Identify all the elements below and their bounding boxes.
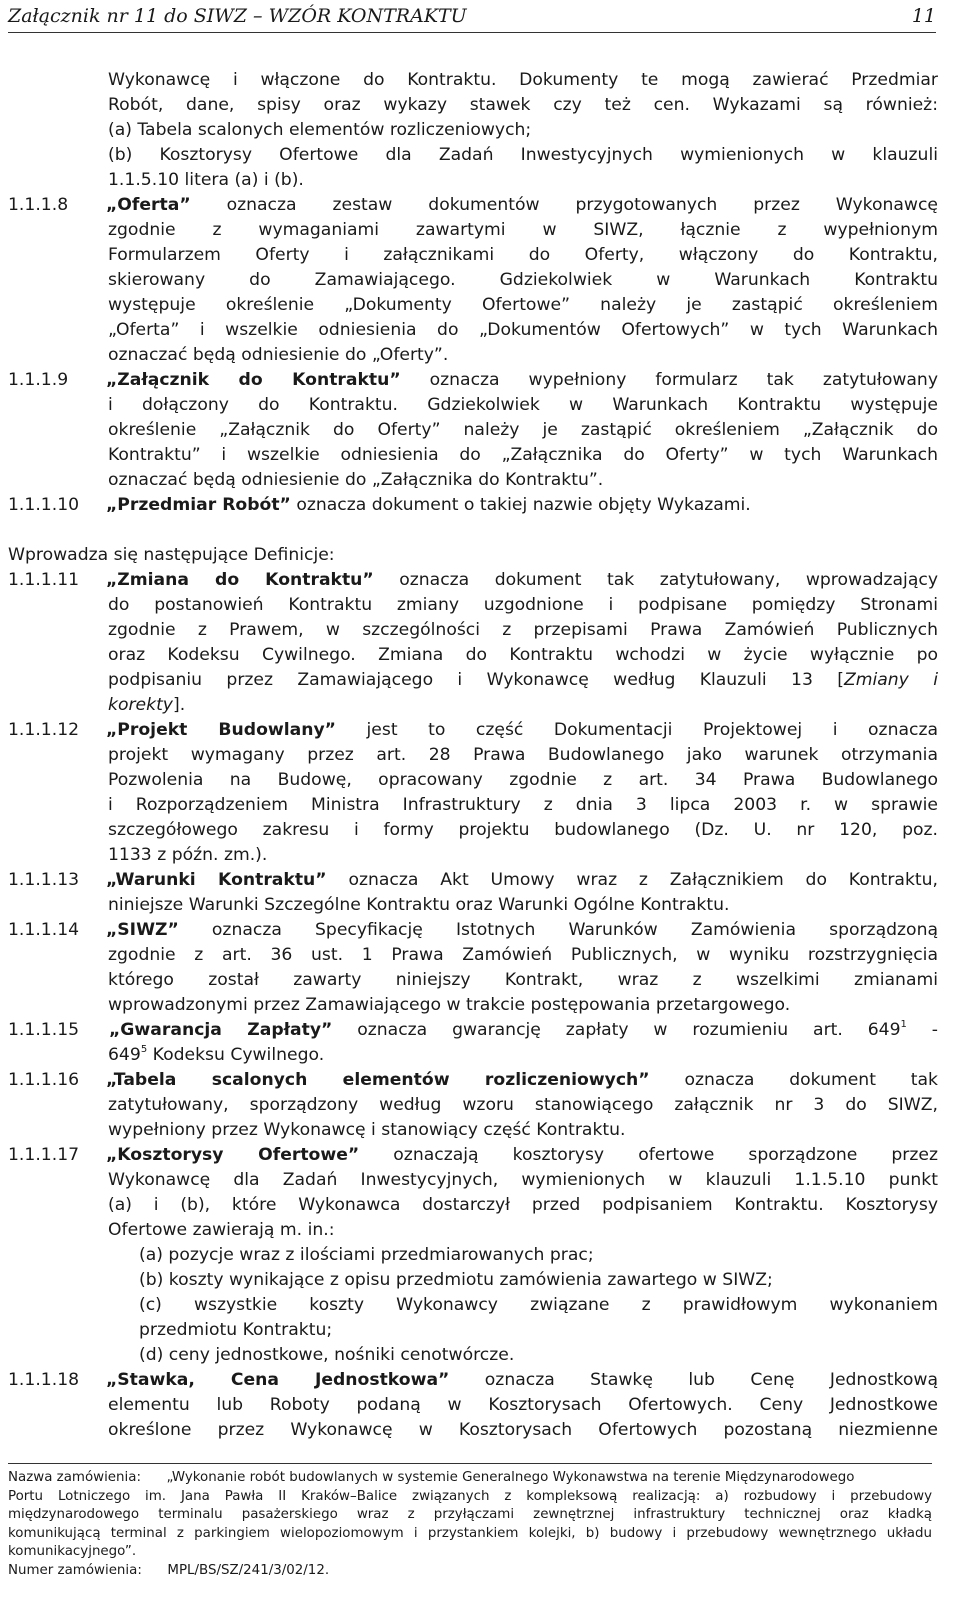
list-item: przedmiotu Kontraktu; <box>139 1320 333 1340</box>
text-line: wprowadzonymi przez Zamawiającego w trakcie postępowania przetargowego. <box>108 995 791 1015</box>
text-line: (b) Kosztorysy Ofertowe dla Zadań Inwestycyjnych wymienionych w klauzuli <box>108 145 938 165</box>
text-line: zatytułowany, sporządzony według wzoru stanowiącego załącznik nr 3 do SIWZ, <box>108 1095 938 1115</box>
defined-term: „Oferta” <box>106 195 191 215</box>
text-line: Pozwolenia na Budowę, opracowany zgodnie z art. 34 Prawa Budowlanego <box>108 770 938 790</box>
definition-tabela-scalonych: 1.1.1.16 „Tabela scalonych elementów rozliczeniowych” oznacza dokument tak <box>8 1068 938 1093</box>
text-line: 1133 z późn. zm.). <box>108 845 268 865</box>
clause-number: 1.1.1.8 <box>8 195 69 215</box>
defined-term: „Stawka, Cena Jednostkowa” <box>106 1370 450 1390</box>
clause-number: 1.1.1.17 <box>8 1145 80 1165</box>
text-line: Kontraktu” i wszelkie odniesienia do „Załącznika do Oferty” w tych Warunkach <box>108 445 938 465</box>
defined-term: „Warunki Kontraktu” <box>106 870 327 890</box>
text-line: szczegółowego zakresu i formy projektu budowlanego (Dz. U. nr 120, poz. <box>108 820 938 840</box>
clause-number: 1.1.1.16 <box>8 1070 80 1090</box>
text-line: podpisaniu przez Zamawiającego i Wykonawcę według Klauzuli 13 [Zmiany i <box>108 670 938 690</box>
text-line: (a) Tabela scalonych elementów rozliczeniowych; <box>108 120 532 140</box>
clause-number: 1.1.1.13 <box>8 870 80 890</box>
list-item: (d) ceny jednostkowe, nośniki cenotwórcze. <box>139 1345 515 1365</box>
list-item: (b) koszty wynikające z opisu przedmiotu zamówienia zawartego w SIWZ; <box>139 1270 773 1290</box>
text-line: korekty]. <box>108 695 186 715</box>
footer-line: Nazwa zamówienia: „Wykonanie robót budowlanych w systemie Generalnego Wykonawstwa na terenie Międzynarodowego <box>8 1470 855 1485</box>
text-line: do postanowień Kontraktu zmiany uzgodnione i podpisane pomiędzy Stronami <box>108 595 938 615</box>
definition-przedmiar: 1.1.1.10 „Przedmiar Robót” oznacza dokument o takiej nazwie objęty Wykazami. <box>8 493 938 518</box>
page-footer <box>8 1463 932 1580</box>
text-line: zgodnie z wymaganiami zawartymi w SIWZ, łącznie z wypełnionym <box>108 220 938 240</box>
definition-gwarancja-zaplaty: 1.1.1.15 „Gwarancja Zapłaty” oznacza gwarancję zapłaty w rozumieniu art. $649^1$ - <box>8 1018 938 1043</box>
text-line: Wykonawcę dla Zadań Inwestycyjnych, wymienionych w klauzuli 1.1.5.10 punkt <box>108 1170 938 1190</box>
footer-line: międzynarodowego terminalu pasażerskiego wraz z przyłączami zewnętrznej infrastruktury technicznej oraz kładką <box>8 1507 932 1522</box>
defined-term: „Kosztorysy Ofertowe” <box>106 1145 360 1165</box>
clause-number: 1.1.1.10 <box>8 495 80 515</box>
text-line: skierowany do Zamawiającego. Gdziekolwiek w Warunkach Kontraktu <box>108 270 938 290</box>
text-line: elementu lub Roboty podaną w Kosztorysach Ofertowych. Ceny Jednostkowe <box>108 1395 938 1415</box>
list-item: (c) wszystkie koszty Wykonawcy związane z prawidłowym wykonaniem <box>139 1295 938 1315</box>
defined-term: „Załącznik do Kontraktu” <box>106 370 401 390</box>
text-line: oraz Kodeksu Cywilnego. Zmiana do Kontraktu wchodzi w życie wyłącznie po <box>108 645 938 665</box>
text-line: projekt wymagany przez art. 28 Prawa Budowlanego jako warunek otrzymania <box>108 745 938 765</box>
document-title: Załącznik nr 11 do SIWZ – WZÓR KONTRAKTU <box>8 5 467 27</box>
text-line: $649^5$ Kodeksu Cywilnego. <box>108 1044 325 1065</box>
defined-term: „SIWZ” <box>106 920 179 940</box>
definition-kosztorysy-ofertowe: 1.1.1.17 „Kosztorysy Ofertowe” oznaczają kosztorysy ofertowe sporządzone przez <box>8 1143 938 1168</box>
definitions-intro: Wprowadza się następujące Definicje: <box>8 545 335 565</box>
definition-siwz: 1.1.1.14 „SIWZ” oznacza Specyfikację Istotnych Warunków Zamówienia sporządzoną <box>8 918 938 943</box>
text-line: określone przez Wykonawcę w Kosztorysach Ofertowych pozostaną niezmienne <box>108 1420 938 1440</box>
definition-projekt-budowlany: 1.1.1.12 „Projekt Budowlany” jest to część Dokumentacji Projektowej i oznacza <box>8 718 938 743</box>
text-line: niniejsze Warunki Szczególne Kontraktu oraz Warunki Ogólne Kontraktu. <box>108 895 730 915</box>
defined-term: „Przedmiar Robót” <box>106 495 291 515</box>
page-number: 11 <box>911 5 936 27</box>
clause-number: 1.1.1.14 <box>8 920 80 940</box>
text-line: Ofertowe zawierają m. in.: <box>108 1220 335 1240</box>
text-line: (a) i (b), które Wykonawca dostarczył przed podpisaniem Kontraktu. Kosztorysy <box>108 1195 938 1215</box>
footer-number-value: MPL/BS/SZ/241/3/02/12. <box>167 1562 330 1578</box>
definition-zalacznik: 1.1.1.9 „Załącznik do Kontraktu” oznacza wypełniony formularz tak zatytułowany <box>8 368 938 393</box>
defined-term: „Zmiana do Kontraktu” <box>106 570 374 590</box>
footer-name-label: Nazwa zamówienia: <box>8 1470 141 1485</box>
footer-number-label: Numer zamówienia: <box>8 1562 142 1578</box>
clause-number: 1.1.1.15 <box>8 1020 80 1040</box>
defined-term: „Tabela scalonych elementów rozliczeniowych” <box>106 1070 650 1090</box>
text-line: Robót, dane, spisy oraz wykazy stawek czy też cen. Wykazami są również: <box>108 95 938 115</box>
definition-warunki-kontraktu: 1.1.1.13 „Warunki Kontraktu” oznacza Akt Umowy wraz z Załącznikiem do Kontraktu, <box>8 868 938 893</box>
text-line: którego został zawarty niniejszy Kontrakt, wraz z wszelkimi zmianami <box>108 970 938 990</box>
clause-number: 1.1.1.11 <box>8 570 80 590</box>
text-line: „Oferta” i wszelkie odniesienia do „Dokumentów Ofertowych” w tych Warunkach <box>108 320 938 340</box>
list-item: (a) pozycje wraz z ilościami przedmiarowanych prac; <box>139 1245 594 1265</box>
text-line: wypełniony przez Wykonawcę i stanowiący część Kontraktu. <box>108 1120 626 1140</box>
footer-line <box>8 1562 932 1581</box>
text-line: zgodnie z art. 36 ust. 1 Prawa Zamówień Publicznych, w wyniku rozstrzygnięcia <box>108 945 938 965</box>
text-line: i Rozporządzeniem Ministra Infrastruktury z dnia 3 lipca 2003 r. w sprawie <box>108 795 938 815</box>
definition-zmiana: 1.1.1.11 „Zmiana do Kontraktu” oznacza dokument tak zatytułowany, wprowadzający <box>8 568 938 593</box>
text-line: zgodnie z Prawem, w szczególności z przepisami Prawa Zamówień Publicznych <box>108 620 938 640</box>
defined-term: „Gwarancja Zapłaty” <box>109 1020 333 1040</box>
text-line: oznaczać będą odniesienie do „Załącznika do Kontraktu”. <box>108 470 604 490</box>
footer-line: Portu Lotniczego im. Jana Pawła II Kraków–Balice związanych z kompleksową realizacją: a) rozbudowy i przebudowy <box>8 1488 932 1504</box>
text-line: 1.1.5.10 litera (a) i (b). <box>108 170 304 190</box>
footer-line: komunikacyjnego”. <box>8 1544 137 1559</box>
text-line: oznaczać będą odniesienie do „Oferty”. <box>108 345 449 365</box>
defined-term: „Projekt Budowlany” <box>106 720 336 740</box>
clause-number: 1.1.1.9 <box>8 370 69 390</box>
text-line: Wykonawcę i włączone do Kontraktu. Dokumenty te mogą zawierać Przedmiar <box>108 70 938 90</box>
definition-stawka: 1.1.1.18 „Stawka, Cena Jednostkowa” oznacza Stawkę lub Cenę Jednostkową <box>8 1368 938 1393</box>
text-line: i dołączony do Kontraktu. Gdziekolwiek w Warunkach Kontraktu występuje <box>108 395 938 415</box>
clause-number: 1.1.1.18 <box>8 1370 80 1390</box>
text-line: określenie „Załącznik do Oferty” należy je zastąpić określeniem „Załącznik do <box>108 420 938 440</box>
text-line: Formularzem Oferty i załącznikami do Oferty, włączony do Kontraktu, <box>108 245 938 265</box>
text-line: występuje określenie „Dokumenty Ofertowe” należy je zastąpić określeniem <box>108 295 938 315</box>
page-header <box>8 2 936 33</box>
footer-line: komunikującą terminal z parkingiem wielopoziomowym i przystankiem kolejki, b) budowy i przebudowy wewnętrznego układu <box>8 1525 932 1541</box>
clause-number: 1.1.1.12 <box>8 720 80 740</box>
document-body <box>8 68 938 1443</box>
definition-oferta: 1.1.1.8 „Oferta” oznacza zestaw dokumentów przygotowanych przez Wykonawcę <box>8 193 938 218</box>
